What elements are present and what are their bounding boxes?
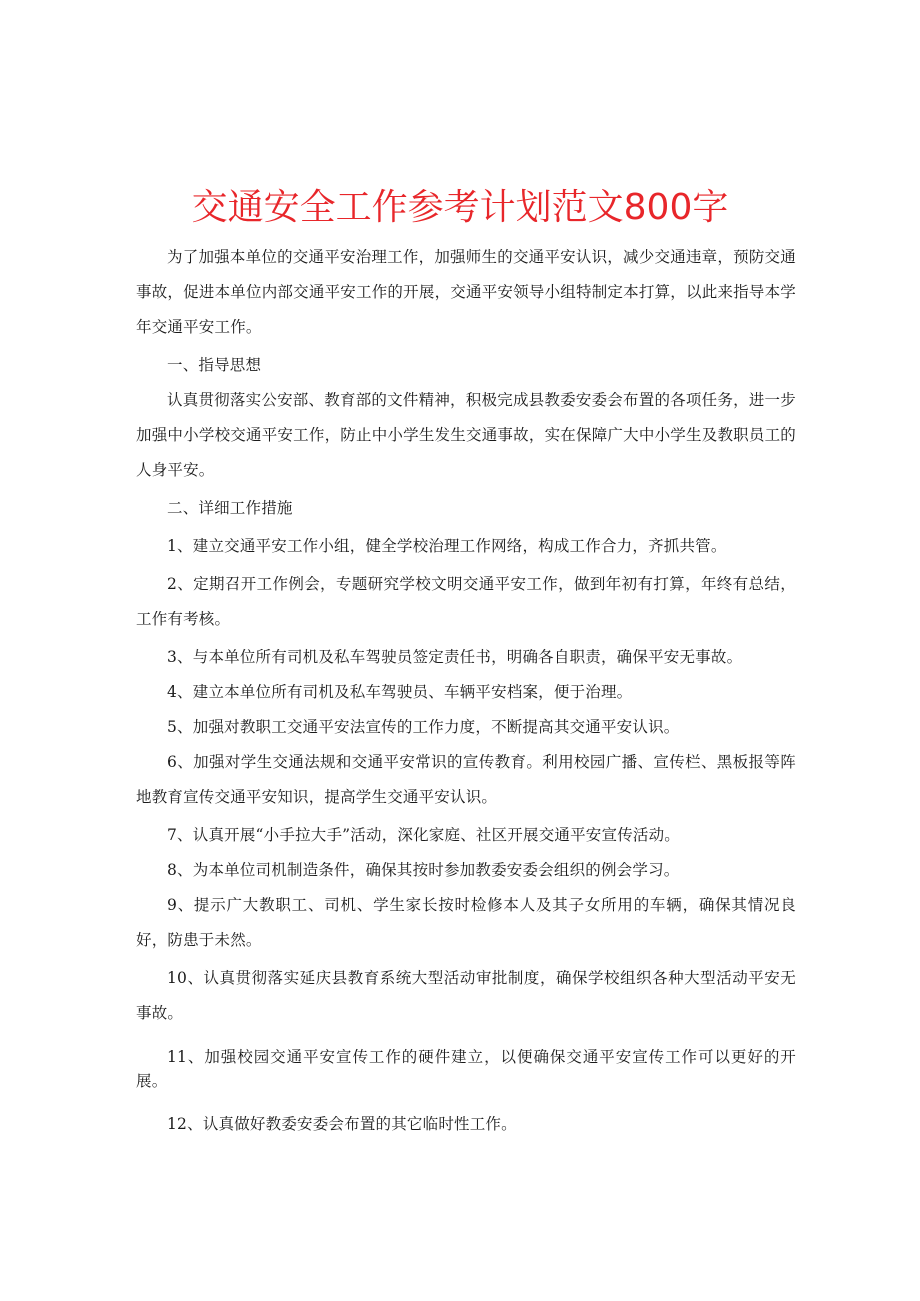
measure-item-12: 12、认真做好教委安委会布置的其它临时性工作。 (167, 1115, 517, 1133)
measure-item-3: 3、与本单位所有司机及私车驾驶员签定责任书，明确各自职责，确保平安无事故。 (167, 648, 743, 666)
measure-item-6: 6、加强对学生交通法规和交通平安常识的宣传教育。利用校园广播、宣传栏、黑板报等阵地教育宣传交通平安知识，提高学生交通平安认识。 (136, 753, 796, 806)
measure-item-2: 2、定期召开工作例会，专题研究学校文明交通平安工作，做到年初有打算，年终有总结，工作有考核。 (136, 575, 796, 628)
intro-paragraph: 为了加强本单位的交通平安治理工作，加强师生的交通平安认识，减少交通违章，预防交通事故，促进本单位内部交通平安工作的开展，交通平安领导小组特制定本打算，以此来指导本学年交通平安工作。 (136, 248, 796, 336)
measure-item-8: 8、为本单位司机制造条件，确保其按时参加教委安委会组织的例会学习。 (167, 861, 680, 879)
measure-item-1: 1、建立交通平安工作小组，健全学校治理工作网络，构成工作合力，齐抓共管。 (167, 537, 727, 555)
measure-item-10: 10、认真贯彻落实延庆县教育系统大型活动审批制度，确保学校组织各种大型活动平安无事故。 (136, 969, 796, 1022)
document-body (136, 240, 796, 1142)
measure-item-11: 11、加强校园交通平安宣传工作的硬件建立，以便确保交通平安宣传工作可以更好的开展。 (136, 1048, 796, 1090)
measure-item-5: 5、加强对教职工交通平安法宣传的工作力度，不断提高其交通平安认识。 (167, 718, 680, 736)
measure-item-7: 7、认真开展“小手拉大手”活动，深化家庭、社区开展交通平安宣传活动。 (167, 826, 681, 844)
measure-item-4: 4、建立本单位所有司机及私车驾驶员、车辆平安档案，便于治理。 (167, 683, 633, 701)
document-title: 交通安全工作参考计划范文800字 (191, 187, 729, 228)
measure-item-9: 9、提示广大教职工、司机、学生家长按时检修本人及其子女所用的车辆，确保其情况良好，防患于未然。 (136, 896, 796, 949)
section-heading-measures: 二、详细工作措施 (167, 499, 293, 517)
guiding-thought-paragraph: 认真贯彻落实公安部、教育部的文件精神，积极完成县教委安委会布置的各项任务，进一步加强中小学校交通平安工作，防止中小学生发生交通事故，实在保障广大中小学生及教职员工的人身平安。 (136, 391, 796, 479)
section-heading-guiding-thought: 一、指导思想 (167, 356, 262, 374)
